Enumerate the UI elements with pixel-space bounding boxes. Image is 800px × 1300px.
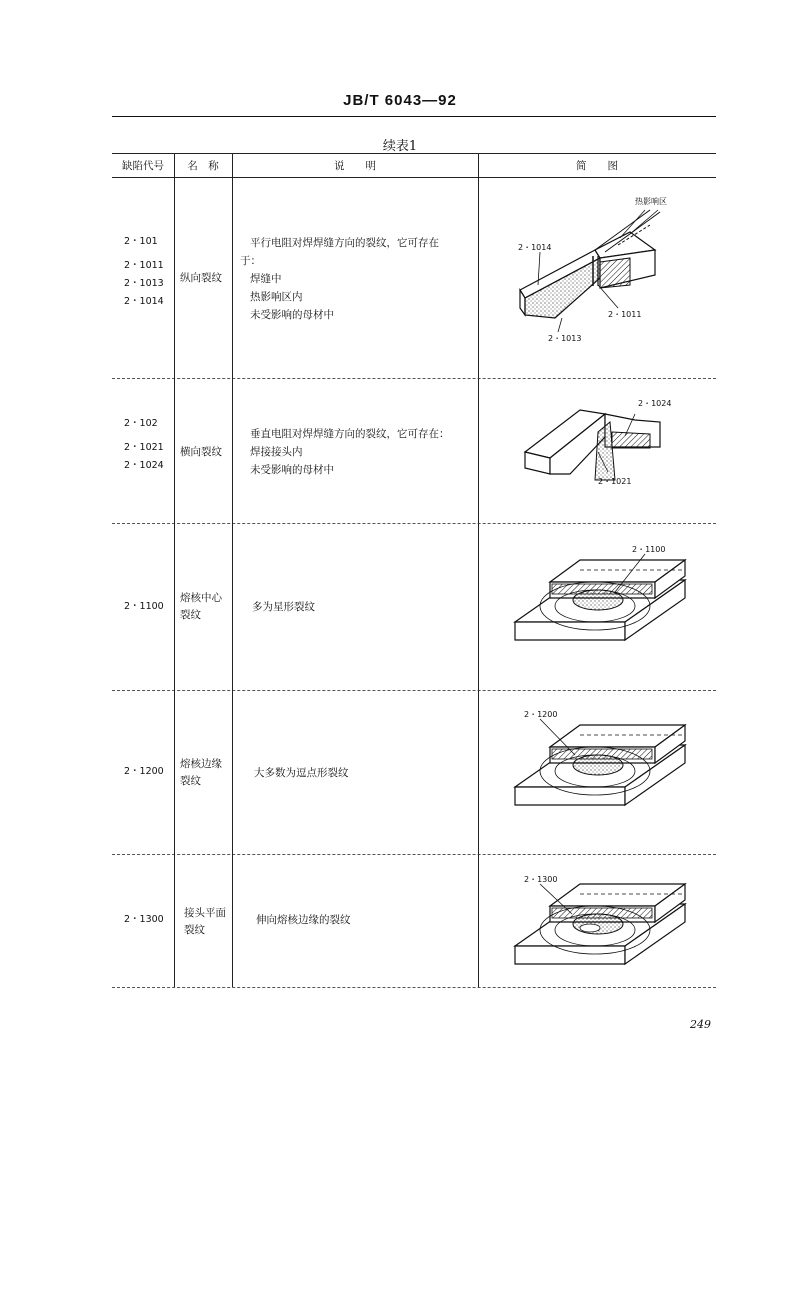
table-header-rule — [112, 177, 716, 178]
defect-description — [254, 764, 474, 782]
defect-code: 2・101 — [124, 236, 158, 247]
transverse-crack-diagram-icon — [510, 392, 700, 492]
row-divider — [112, 378, 716, 379]
defect-name — [180, 756, 222, 790]
defect-name-line: 纵向裂纹 — [180, 272, 222, 284]
defect-name — [184, 905, 226, 939]
defect-name-line: 裂纹 — [180, 609, 201, 621]
row-divider — [112, 523, 716, 524]
defect-code-list — [124, 763, 164, 781]
figure-label: 2・1011 — [608, 310, 642, 319]
defect-name-line: 横向裂纹 — [180, 446, 222, 458]
description-line: 伸向熔核边缘的裂纹 — [256, 914, 351, 926]
column-divider — [174, 153, 175, 987]
longitudinal-crack-diagram-icon — [500, 190, 700, 350]
page-number: 249 — [690, 1018, 711, 1031]
defect-code: 2・1014 — [124, 296, 164, 307]
column-header-name: 名 称 — [187, 160, 219, 172]
joint-plane-crack-diagram-icon — [510, 870, 700, 980]
defect-code-list — [124, 415, 164, 475]
defect-code: 2・1024 — [124, 460, 164, 471]
figure-label: 2・1200 — [524, 710, 558, 719]
header-rule — [112, 116, 716, 117]
defect-code: 2・1021 — [124, 442, 164, 453]
figure-label: 2・1021 — [598, 477, 632, 486]
defect-description — [250, 425, 476, 479]
description-line: 热影响区内 — [250, 291, 303, 303]
defect-description — [256, 911, 474, 929]
defect-code-list — [124, 911, 164, 929]
figure-label: 2・1013 — [548, 334, 582, 343]
defect-code-list — [124, 233, 164, 311]
description-line: 焊缝中 — [250, 273, 282, 285]
defect-code: 2・1013 — [124, 278, 164, 289]
description-line: 平行电阻对焊焊缝方向的裂纹，它可存在 — [250, 237, 439, 249]
defect-code: 2・1100 — [124, 601, 164, 612]
table-top-rule — [112, 153, 716, 154]
row-divider — [112, 854, 716, 855]
description-line: 多为星形裂纹 — [252, 601, 315, 613]
figure-label: 热影响区 — [635, 197, 667, 206]
column-header-figure: 简 图 — [576, 160, 618, 172]
defect-code: 2・1200 — [124, 766, 164, 777]
defect-description — [240, 234, 476, 324]
figure-label: 2・1014 — [518, 243, 552, 252]
description-line: 垂直电阻对焊焊缝方向的裂纹，它可存在： — [250, 428, 450, 440]
defect-description — [252, 598, 472, 616]
table-caption: 续表1 — [382, 139, 418, 154]
table-bottom-rule — [112, 987, 716, 988]
defect-code: 2・1011 — [124, 260, 164, 271]
nugget-center-crack-diagram-icon — [510, 540, 700, 660]
nugget-edge-crack-diagram-icon — [510, 705, 700, 825]
description-line: 大多数为逗点形裂纹 — [254, 767, 349, 779]
defect-name-line: 熔核中心 — [180, 592, 222, 604]
defect-code: 2・102 — [124, 418, 158, 429]
figure-label: 2・1300 — [524, 875, 558, 884]
column-header-code: 缺陷代号 — [122, 160, 164, 172]
column-divider — [232, 153, 233, 987]
defect-name-line: 接头平面 — [184, 907, 226, 919]
defect-code-list — [124, 598, 164, 616]
defect-code: 2・1300 — [124, 914, 164, 925]
column-divider — [478, 153, 479, 987]
standard-number: JB/T 6043—92 — [343, 92, 457, 109]
defect-name-line: 裂纹 — [184, 924, 205, 936]
description-line: 未受影响的母材中 — [250, 309, 334, 321]
defect-name — [180, 590, 222, 624]
defect-name — [180, 270, 222, 287]
defect-name-line: 熔核边缘 — [180, 758, 222, 770]
defect-name-line: 裂纹 — [180, 775, 201, 787]
description-line: 于： — [240, 255, 261, 267]
row-divider — [112, 690, 716, 691]
figure-label: 2・1024 — [638, 399, 672, 408]
defect-name — [180, 444, 222, 461]
description-line: 焊接接头内 — [250, 446, 303, 458]
description-line: 未受影响的母材中 — [250, 464, 334, 476]
column-header-description: 说 明 — [334, 160, 376, 172]
figure-label: 2・1100 — [632, 545, 666, 554]
